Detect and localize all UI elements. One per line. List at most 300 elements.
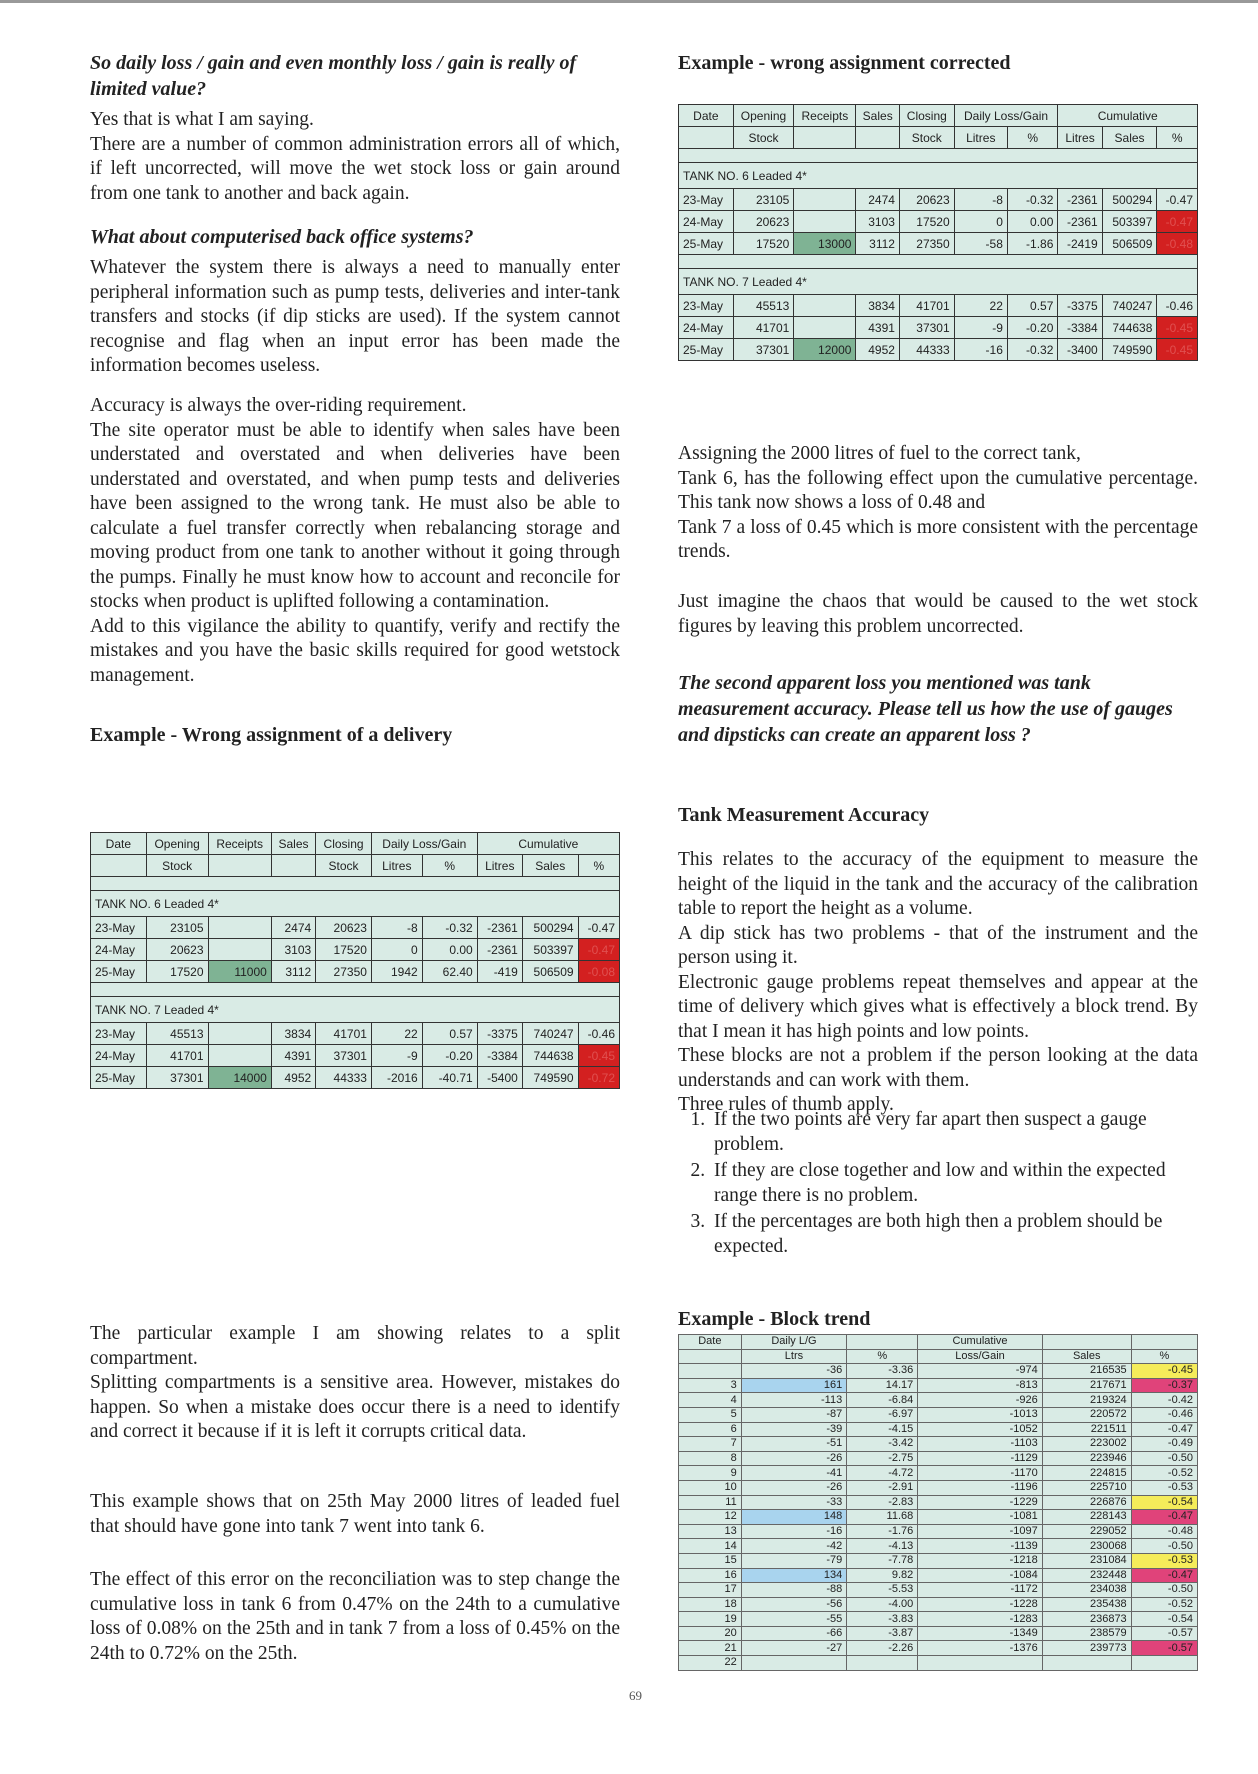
table-cell: 17520 (146, 961, 208, 983)
wrong-assignment-table (90, 832, 620, 1089)
table-row (679, 1524, 1198, 1539)
table-row (679, 1626, 1198, 1641)
table-cell: -58 (954, 233, 1007, 255)
table-cell: 4391 (271, 1045, 315, 1067)
table-cell: 231084 (1042, 1553, 1131, 1568)
header-pct2: % (1131, 1349, 1197, 1364)
table-cell: -113 (741, 1393, 847, 1408)
table-cell: 37301 (146, 1067, 208, 1089)
table-cell (1042, 1656, 1131, 1671)
table-cell: -2361 (1058, 189, 1102, 211)
table-cell: -1283 (918, 1612, 1043, 1627)
table-cell: -0.46 (578, 1023, 619, 1045)
table-row (679, 189, 1198, 211)
table-cell: -3375 (477, 1023, 522, 1045)
table-row (91, 917, 620, 939)
header-date: Date (679, 1335, 742, 1350)
table-cell: 25-May (679, 233, 734, 255)
table-row (679, 1583, 1198, 1598)
tank-label: TANK NO. 7 Leaded 4* (91, 997, 620, 1023)
table-cell: 41701 (316, 1023, 372, 1045)
table-cell (208, 939, 271, 961)
example-paragraph: This example shows that on 25th May 2000 litres of leaded fuel that should have gone into tank 7 went into tank 6. (90, 1491, 620, 1537)
table-cell: -1376 (918, 1641, 1043, 1656)
table-cell: 161 (741, 1378, 847, 1393)
table-cell: -33 (741, 1495, 847, 1510)
table-cell: -66 (741, 1626, 847, 1641)
table-cell: -16 (741, 1524, 847, 1539)
table-cell: 8 (679, 1451, 742, 1466)
table-cell: 7 (679, 1437, 742, 1452)
table-cell: -1139 (918, 1539, 1043, 1554)
table-cell: 25-May (91, 961, 147, 983)
table-cell: 27350 (316, 961, 372, 983)
header-cumulative: Cumulative (1058, 105, 1198, 127)
table-cell: -5400 (477, 1067, 522, 1089)
table-cell: -3384 (477, 1045, 522, 1067)
table-cell: -0.47 (1157, 211, 1198, 233)
table-cell: -2419 (1058, 233, 1102, 255)
tank-label: TANK NO. 6 Leaded 4* (91, 891, 620, 917)
table-cell: -0.45 (578, 1045, 619, 1067)
tank-label: TANK NO. 6 Leaded 4* (679, 163, 1198, 189)
heading-tank-measurement: Tank Measurement Accuracy (678, 804, 930, 826)
table-cell: -0.46 (1157, 295, 1198, 317)
table-cell: -1081 (918, 1510, 1043, 1525)
table-cell: -88 (741, 1583, 847, 1598)
table-cell: 4952 (271, 1067, 315, 1089)
table-cell: 500294 (522, 917, 578, 939)
table-cell: 506509 (1102, 233, 1157, 255)
table-cell: 216535 (1042, 1364, 1131, 1379)
header-sub: Litres (477, 855, 522, 877)
table-cell (208, 1045, 271, 1067)
table-cell: 239773 (1042, 1641, 1131, 1656)
header-row (679, 127, 1198, 149)
header-sub: Sales (522, 855, 578, 877)
table-cell: -79 (741, 1553, 847, 1568)
tank-label-row (679, 163, 1198, 189)
header-loss-gain: Loss/Gain (918, 1349, 1043, 1364)
spacer-cell (679, 255, 1198, 269)
header-sub (794, 127, 856, 149)
table-cell: 41701 (733, 317, 794, 339)
table-cell: 11000 (208, 961, 271, 983)
tank-label: TANK NO. 7 Leaded 4* (679, 269, 1198, 295)
table-cell: 0 (371, 939, 422, 961)
table-cell: 18 (679, 1597, 742, 1612)
table-cell (741, 1656, 847, 1671)
table-cell: 12 (679, 1510, 742, 1525)
table-cell: -26 (741, 1480, 847, 1495)
table-cell: 11.68 (847, 1510, 918, 1525)
table-cell: -0.54 (1131, 1612, 1197, 1627)
table-cell: 744638 (1102, 317, 1157, 339)
table-cell: 37301 (733, 339, 794, 361)
spacer-row (679, 255, 1198, 269)
table-cell: 13000 (794, 233, 856, 255)
table-cell: -56 (741, 1597, 847, 1612)
table-cell: -5.53 (847, 1583, 918, 1598)
question-daily-loss: So daily loss / gain and even monthly loss / gain is really of limited value? (90, 52, 577, 100)
header-sub (679, 127, 734, 149)
table-cell: -1218 (918, 1553, 1043, 1568)
table-cell: 17520 (316, 939, 372, 961)
table-cell: 744638 (522, 1045, 578, 1067)
rule-item-1: 1. If the two points are very far apart then suspect a gauge problem. (710, 1108, 1198, 1157)
table-cell: 14000 (208, 1067, 271, 1089)
table-cell: -8 (954, 189, 1007, 211)
table-cell: -2361 (477, 939, 522, 961)
table-cell: -0.54 (1131, 1495, 1197, 1510)
table-cell: 62.40 (422, 961, 477, 983)
table-cell: 3103 (271, 939, 315, 961)
table-cell: -0.47 (1131, 1422, 1197, 1437)
table-cell: 23-May (91, 917, 147, 939)
header-sub: Stock (733, 127, 794, 149)
table-cell: -0.72 (578, 1067, 619, 1089)
table-row (679, 1656, 1198, 1671)
table-cell: 236873 (1042, 1612, 1131, 1627)
table-cell: -0.45 (1157, 317, 1198, 339)
top-rule (0, 0, 1258, 3)
table-cell: 3112 (271, 961, 315, 983)
header-sub: Litres (1058, 127, 1102, 149)
header-row (91, 833, 620, 855)
table-cell: 225710 (1042, 1480, 1131, 1495)
spacer-row (91, 983, 620, 997)
effect-paragraph: The effect of this error on the reconciliation was to step change the cumulative loss in tank 6 from 0.47% on the 24th to a cumulative loss of 0.08% on the 25th and in tank 7 from a loss of 0.45% on the 24th to 0.72% on the 25th. (90, 1569, 620, 1664)
table-cell: -0.47 (1157, 189, 1198, 211)
table-cell: -2361 (477, 917, 522, 939)
table-cell: -0.47 (1131, 1568, 1197, 1583)
header-closing: Closing (899, 105, 954, 127)
header-daily: Daily Loss/Gain (954, 105, 1058, 127)
table-cell: 22 (954, 295, 1007, 317)
table-row (679, 233, 1198, 255)
table-cell: 23-May (679, 295, 734, 317)
table-cell: -0.45 (1131, 1364, 1197, 1379)
table-row (91, 1067, 620, 1089)
table-cell: 14.17 (847, 1378, 918, 1393)
table-cell (794, 317, 856, 339)
table-cell: -1170 (918, 1466, 1043, 1481)
table-cell: -2.83 (847, 1495, 918, 1510)
table-row (679, 1568, 1198, 1583)
header-daily-lg: Daily L/G (741, 1335, 847, 1350)
question-back-office: What about computerised back office systems? (90, 226, 474, 248)
table-cell: 27350 (899, 233, 954, 255)
table-cell: -0.45 (1157, 339, 1198, 361)
table-cell (679, 1364, 742, 1379)
header-sales: Sales (856, 105, 900, 127)
table-cell (794, 211, 856, 233)
table-cell: -0.52 (1131, 1597, 1197, 1612)
table-cell: -1172 (918, 1583, 1043, 1598)
table-cell: -6.84 (847, 1393, 918, 1408)
table-cell: 228143 (1042, 1510, 1131, 1525)
tank-label-row (91, 891, 620, 917)
table-cell: 3834 (856, 295, 900, 317)
corrected-paragraph-2: Just imagine the chaos that would be caused to the wet stock figures by leaving this problem uncorrected. (678, 591, 1198, 637)
header-sub (208, 855, 271, 877)
table-cell: -0.57 (1131, 1641, 1197, 1656)
header-blank (847, 1335, 918, 1350)
table-cell: 24-May (679, 317, 734, 339)
table-row (679, 1437, 1198, 1452)
answer-paragraph-2: Whatever the system there is always a need to manually enter peripheral information such as pump tests, deliveries and inter-tank transfers and stocks (if dip sticks are used). If the system cannot recognise and flag when an input error has been made the information becomes useless. (90, 257, 620, 376)
table-cell: -3400 (1058, 339, 1102, 361)
table-cell: 3112 (856, 233, 900, 255)
table-cell: 226876 (1042, 1495, 1131, 1510)
table-cell (208, 917, 271, 939)
table-cell: -7.78 (847, 1553, 918, 1568)
table-cell: 11 (679, 1495, 742, 1510)
spacer-row (91, 877, 620, 891)
table-cell: -1229 (918, 1495, 1043, 1510)
table-cell: -41 (741, 1466, 847, 1481)
table-cell: 41701 (146, 1045, 208, 1067)
table-cell: 3103 (856, 211, 900, 233)
table-cell: 503397 (1102, 211, 1157, 233)
table-cell: -0.42 (1131, 1393, 1197, 1408)
table-cell: -419 (477, 961, 522, 983)
table-row (91, 1023, 620, 1045)
table-cell: -2016 (371, 1067, 422, 1089)
table-cell: 20623 (146, 939, 208, 961)
table-cell: 1942 (371, 961, 422, 983)
table-cell: 148 (741, 1510, 847, 1525)
table-row (679, 1393, 1198, 1408)
table-cell: 134 (741, 1568, 847, 1583)
table-row (679, 1553, 1198, 1568)
table-cell: -0.47 (578, 939, 619, 961)
table-row (679, 295, 1198, 317)
table-cell: 3 (679, 1378, 742, 1393)
table-cell: -1196 (918, 1480, 1043, 1495)
heading-block-trend: Example - Block trend (678, 1308, 871, 1330)
table-row (679, 1466, 1198, 1481)
table-cell: -9 (954, 317, 1007, 339)
table-cell: -51 (741, 1437, 847, 1452)
table-cell (918, 1656, 1043, 1671)
header-date: Date (91, 833, 147, 855)
table-cell: -0.20 (422, 1045, 477, 1067)
table-cell: 22 (371, 1023, 422, 1045)
table-cell: 220572 (1042, 1407, 1131, 1422)
header-row (679, 1349, 1198, 1364)
table-cell: 24-May (679, 211, 734, 233)
header-sub: % (1007, 127, 1058, 149)
table-cell: 749590 (522, 1067, 578, 1089)
table-row (679, 1612, 1198, 1627)
table-cell: -1349 (918, 1626, 1043, 1641)
table-row (679, 1597, 1198, 1612)
table-cell: -0.50 (1131, 1451, 1197, 1466)
table-cell: -40.71 (422, 1067, 477, 1089)
header-sub: Stock (316, 855, 372, 877)
table-cell: -974 (918, 1364, 1043, 1379)
table-row (679, 1451, 1198, 1466)
table-cell: -4.72 (847, 1466, 918, 1481)
table-cell (794, 189, 856, 211)
table-cell: -4.00 (847, 1597, 918, 1612)
header-row (91, 855, 620, 877)
header-sales: Sales (1042, 1349, 1131, 1364)
header-cumulative: Cumulative (918, 1335, 1043, 1350)
table-cell: -2361 (1058, 211, 1102, 233)
header-blank (1131, 1335, 1197, 1350)
table-row (679, 1422, 1198, 1437)
table-cell: 0.00 (1007, 211, 1058, 233)
table-cell: 9.82 (847, 1568, 918, 1583)
table-cell: -42 (741, 1539, 847, 1554)
table-cell: -1228 (918, 1597, 1043, 1612)
table-cell: -0.37 (1131, 1378, 1197, 1393)
table-cell: 223946 (1042, 1451, 1131, 1466)
header-ltrs: Ltrs (741, 1349, 847, 1364)
header-sub: Stock (146, 855, 208, 877)
table-cell: 749590 (1102, 339, 1157, 361)
table-cell: -2.75 (847, 1451, 918, 1466)
table-cell: 217671 (1042, 1378, 1131, 1393)
table-cell: 10 (679, 1480, 742, 1495)
table-cell: -1.76 (847, 1524, 918, 1539)
table-row (679, 1510, 1198, 1525)
table-cell: 0 (954, 211, 1007, 233)
table-cell (1131, 1656, 1197, 1671)
table-cell: -0.32 (422, 917, 477, 939)
table-cell: 232448 (1042, 1568, 1131, 1583)
table-cell: -0.53 (1131, 1480, 1197, 1495)
tank-label-row (679, 269, 1198, 295)
header-sub (679, 1349, 742, 1364)
corrected-assignment-table (678, 104, 1198, 361)
table-row (91, 961, 620, 983)
table-cell: 219324 (1042, 1393, 1131, 1408)
table-cell: -926 (918, 1393, 1043, 1408)
table-row (679, 1641, 1198, 1656)
table-cell: 3834 (271, 1023, 315, 1045)
table-cell: -1.86 (1007, 233, 1058, 255)
table-cell: 45513 (733, 295, 794, 317)
table-cell: 229052 (1042, 1524, 1131, 1539)
table-cell: 25-May (679, 339, 734, 361)
table-cell: 37301 (316, 1045, 372, 1067)
table-cell: 503397 (522, 939, 578, 961)
table-cell: -87 (741, 1407, 847, 1422)
table-cell: -55 (741, 1612, 847, 1627)
table-cell: -0.47 (578, 917, 619, 939)
table-row (679, 1407, 1198, 1422)
page-number: 69 (629, 1688, 642, 1703)
table-cell: -1103 (918, 1437, 1043, 1452)
table-cell: -0.47 (1131, 1510, 1197, 1525)
header-receipts: Receipts (794, 105, 856, 127)
rule-item-3: 3. If the percentages are both high then a problem should be expected. (710, 1210, 1198, 1259)
table-row (679, 211, 1198, 233)
table-cell: 235438 (1042, 1597, 1131, 1612)
table-cell: 22 (679, 1656, 742, 1671)
table-cell: -26 (741, 1451, 847, 1466)
header-closing: Closing (316, 833, 372, 855)
corrected-paragraph-1: Assigning the 2000 litres of fuel to the correct tank, Tank 6, has the following effect upon the cumulative percentage. This tank now shows a loss of 0.48 and Tank 7 a loss of 0.45 which is more consistent with the percentage trends. (678, 443, 1198, 562)
table-cell: -0.50 (1131, 1583, 1197, 1598)
table-cell: -4.13 (847, 1539, 918, 1554)
table-cell: -0.49 (1131, 1437, 1197, 1452)
header-sub: % (578, 855, 619, 877)
table-cell: 223002 (1042, 1437, 1131, 1452)
table-cell: -3.42 (847, 1437, 918, 1452)
table-cell: -8 (371, 917, 422, 939)
table-cell: -39 (741, 1422, 847, 1437)
table-row (679, 339, 1198, 361)
header-sub: Stock (899, 127, 954, 149)
table-cell: -3.36 (847, 1364, 918, 1379)
table-cell: 17520 (733, 233, 794, 255)
header-opening: Opening (733, 105, 794, 127)
question-tank-measurement: The second apparent loss you mentioned was tank measurement accuracy. Please tell us how the use of gauges and dipsticks can create an apparent loss ? (678, 672, 1173, 746)
table-cell: 20623 (733, 211, 794, 233)
table-cell: -1084 (918, 1568, 1043, 1583)
table-cell: 740247 (1102, 295, 1157, 317)
table-cell: 2474 (271, 917, 315, 939)
tank-label-row (91, 997, 620, 1023)
header-daily: Daily Loss/Gain (371, 833, 477, 855)
table-cell: -36 (741, 1364, 847, 1379)
answer-paragraph-3: Accuracy is always the over-riding requirement. The site operator must be able to identify when sales have been understated and overstated and when deliveries have been understated and overstated, and when pump tests and deliveries have been assigned to the wrong tank. He must also be able to calculate a fuel transfer correctly when rebalancing storage and moving product from one tank to another without it going through the pumps. Finally he must know how to account and reconcile for stocks when product is uplifted following a contamination. Add to this vigilance the ability to quantify, verify and rectify the mistakes and you have the basic skills required for good wetstock management. (90, 395, 620, 686)
table-cell: -0.32 (1007, 189, 1058, 211)
spacer-cell (91, 877, 620, 891)
table-cell: 5 (679, 1407, 742, 1422)
table-cell: 24-May (91, 1045, 147, 1067)
table-cell: 0.57 (422, 1023, 477, 1045)
table-cell: 17520 (899, 211, 954, 233)
table-cell: -3.83 (847, 1612, 918, 1627)
table-cell: -0.48 (1131, 1524, 1197, 1539)
table-cell: 0.57 (1007, 295, 1058, 317)
header-opening: Opening (146, 833, 208, 855)
header-sub: % (422, 855, 477, 877)
spacer-row (679, 149, 1198, 163)
table-cell: 23105 (146, 917, 208, 939)
table-row (91, 1045, 620, 1067)
table-cell: 25-May (91, 1067, 147, 1089)
table-cell: -0.46 (1131, 1407, 1197, 1422)
table-cell: 23-May (679, 189, 734, 211)
table-cell: 24-May (91, 939, 147, 961)
header-date: Date (679, 105, 734, 127)
table-cell: 221511 (1042, 1422, 1131, 1437)
split-compartment-paragraph: The particular example I am showing relates to a split compartment. Splitting compartments is a sensitive area. However, mistakes do happen. So when a mistake does occur there is a need to identify and correct it because if it is left it corrupts critical data. (90, 1323, 620, 1442)
table-cell: 224815 (1042, 1466, 1131, 1481)
header-row (679, 105, 1198, 127)
table-cell: -1013 (918, 1407, 1043, 1422)
table-cell: -0.48 (1157, 233, 1198, 255)
header-row (679, 1335, 1198, 1350)
table-cell: -0.53 (1131, 1553, 1197, 1568)
table-cell (208, 1023, 271, 1045)
header-sales: Sales (271, 833, 315, 855)
table-cell: 0.00 (422, 939, 477, 961)
header-sub (91, 855, 147, 877)
spacer-cell (679, 149, 1198, 163)
table-cell: -3.87 (847, 1626, 918, 1641)
heading-wrong-assignment: Example - Wrong assignment of a delivery (90, 724, 453, 746)
header-sub (856, 127, 900, 149)
table-cell: 234038 (1042, 1583, 1131, 1598)
table-cell: 14 (679, 1539, 742, 1554)
